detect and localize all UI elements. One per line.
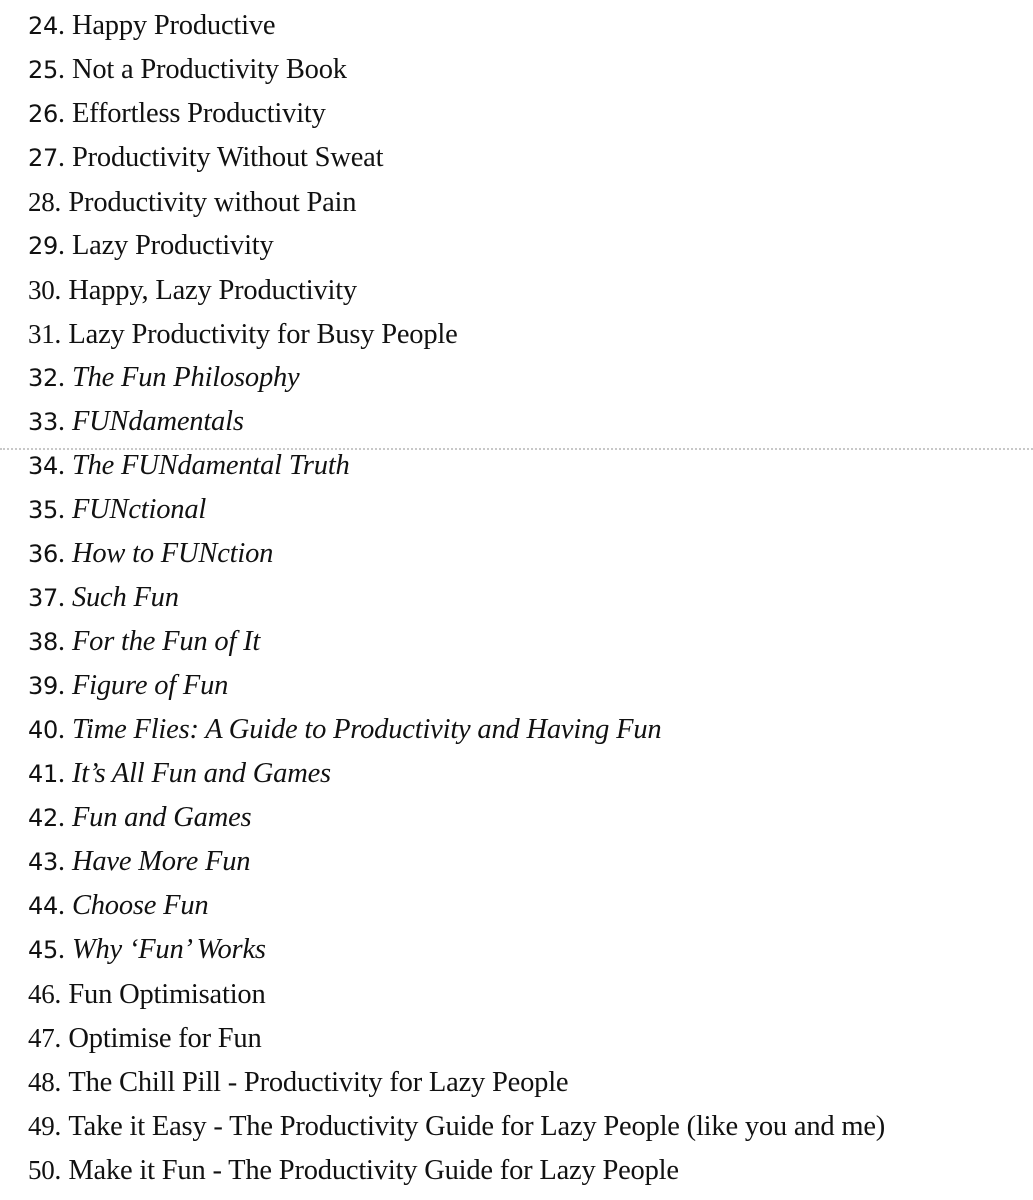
item-title: FUNdamentals: [71, 406, 244, 437]
item-title: Not a Productivity Book: [71, 54, 347, 85]
item-number: 30: [28, 275, 55, 305]
item-number: 47: [28, 1023, 55, 1053]
item-number: 29: [28, 232, 58, 260]
item-title: Effortless Productivity: [71, 98, 326, 129]
item-title: Fun and Games: [71, 802, 252, 833]
item-title: Productivity Without Sweat: [71, 142, 384, 173]
item-number: 31: [28, 319, 55, 349]
list-item: [28, 4, 1028, 48]
item-number: 44: [28, 892, 58, 920]
item-number-period: .: [54, 1023, 62, 1054]
item-number: 39: [28, 672, 58, 700]
list-item: [28, 884, 1028, 928]
item-number-period: .: [57, 758, 65, 789]
item-number: 43: [28, 848, 58, 876]
item-number: 33: [28, 408, 58, 436]
item-title: The Fun Philosophy: [71, 362, 300, 393]
item-title: Optimise for Fun: [68, 1023, 262, 1054]
item-number: 46: [28, 979, 55, 1009]
item-number: 48: [28, 1067, 55, 1097]
list-item: [28, 400, 1028, 444]
item-number-period: .: [57, 362, 65, 393]
list-item: [28, 532, 1028, 576]
list-item: [28, 180, 1028, 224]
item-number-period: .: [54, 187, 62, 218]
list-item: [28, 1148, 1028, 1192]
item-number-period: .: [54, 1111, 62, 1142]
item-number: 34: [28, 452, 58, 480]
list-item: [28, 708, 1028, 752]
title-list: [28, 4, 1028, 1192]
item-number-period: .: [57, 406, 65, 437]
item-number-period: .: [57, 230, 65, 261]
list-item: [28, 488, 1028, 532]
item-title: The FUNdamental Truth: [71, 450, 350, 481]
item-number-period: .: [57, 54, 65, 85]
item-number-period: .: [54, 1067, 62, 1098]
item-number-period: .: [57, 450, 65, 481]
item-title: It’s All Fun and Games: [71, 758, 331, 789]
item-number: 26: [28, 100, 58, 128]
list-item: [28, 928, 1028, 972]
list-item: [28, 620, 1028, 664]
dotted-divider: [0, 448, 1033, 450]
list-item: [28, 1016, 1028, 1060]
item-number: 37: [28, 584, 58, 612]
item-number: 45: [28, 936, 58, 964]
list-item: [28, 576, 1028, 620]
item-title: Take it Easy - The Productivity Guide for Lazy People (like you and me): [68, 1111, 886, 1142]
item-number: 50: [28, 1155, 55, 1185]
item-number: 32: [28, 364, 58, 392]
item-title: Productivity without Pain: [68, 187, 357, 218]
list-item: [28, 664, 1028, 708]
item-title: For the Fun of It: [71, 626, 261, 657]
item-title: How to FUNction: [71, 538, 274, 569]
item-number: 40: [28, 716, 58, 744]
list-item: [28, 312, 1028, 356]
list-item: [28, 356, 1028, 400]
item-title: Lazy Productivity: [71, 230, 274, 261]
item-title: Happy, Lazy Productivity: [68, 275, 357, 306]
item-number: 25: [28, 56, 58, 84]
item-number-period: .: [57, 890, 65, 921]
item-number-period: .: [57, 846, 65, 877]
item-number-period: .: [57, 802, 65, 833]
item-title: Have More Fun: [71, 846, 251, 877]
item-number: 41: [28, 760, 58, 788]
item-number: 35: [28, 496, 58, 524]
item-number: 36: [28, 540, 58, 568]
item-number-period: .: [57, 670, 65, 701]
list-item: [28, 444, 1028, 488]
item-number: 49: [28, 1111, 55, 1141]
item-title: The Chill Pill - Productivity for Lazy People: [68, 1067, 569, 1098]
item-number-period: .: [57, 98, 65, 129]
item-number-period: .: [57, 10, 65, 41]
item-title: Lazy Productivity for Busy People: [68, 319, 458, 350]
item-title: Make it Fun - The Productivity Guide for Lazy People: [68, 1155, 679, 1186]
item-title: Such Fun: [71, 582, 179, 613]
item-number-period: .: [54, 275, 62, 306]
item-number-period: .: [57, 142, 65, 173]
list-item: [28, 1104, 1028, 1148]
item-number-period: .: [57, 494, 65, 525]
item-number: 38: [28, 628, 58, 656]
list-item: [28, 972, 1028, 1016]
item-number-period: .: [57, 582, 65, 613]
item-number-period: .: [54, 1155, 62, 1186]
list-item: [28, 48, 1028, 92]
list-item: [28, 840, 1028, 884]
item-number: 42: [28, 804, 58, 832]
item-number-period: .: [57, 934, 65, 965]
item-title: Fun Optimisation: [68, 979, 266, 1010]
list-item: [28, 752, 1028, 796]
item-title: Happy Productive: [71, 10, 276, 41]
item-title: Why ‘Fun’ Works: [71, 934, 266, 965]
item-number-period: .: [54, 319, 62, 350]
item-title: Time Flies: A Guide to Productivity and Having Fun: [71, 714, 662, 745]
list-item: [28, 1060, 1028, 1104]
list-item: [28, 268, 1028, 312]
item-number-period: .: [57, 714, 65, 745]
item-number-period: .: [54, 979, 62, 1010]
list-item: [28, 224, 1028, 268]
item-number: 24: [28, 12, 58, 40]
item-title: FUNctional: [71, 494, 207, 525]
item-title: Choose Fun: [71, 890, 209, 921]
list-item: [28, 136, 1028, 180]
list-item: [28, 92, 1028, 136]
item-number: 28: [28, 187, 55, 217]
item-title: Figure of Fun: [71, 670, 229, 701]
item-number-period: .: [57, 626, 65, 657]
item-number: 27: [28, 144, 58, 172]
list-item: [28, 796, 1028, 840]
item-number-period: .: [57, 538, 65, 569]
